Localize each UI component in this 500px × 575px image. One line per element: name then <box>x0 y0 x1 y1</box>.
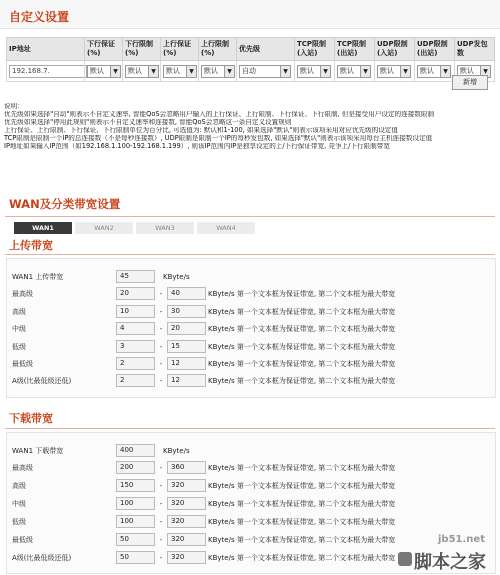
col-priority: 优先级 <box>237 38 295 61</box>
upload-total-input[interactable]: 45 <box>116 270 155 283</box>
tab-wan2[interactable]: WAN2 <box>75 222 133 234</box>
col-tcp-in: TCP限制(入站) <box>295 38 335 61</box>
row-desc: KByte/s 第一个文本框为保证带宽, 第二个文本框为最大带宽 <box>208 289 396 298</box>
priority-label: 中级 <box>12 324 26 333</box>
max-input[interactable]: 12 <box>167 357 206 370</box>
upload-row: 最低级 2 - 12 KByte/s 第一个文本框为保证带宽, 第二个文本框为最大带宽 <box>12 357 395 370</box>
max-input[interactable]: 40 <box>167 287 206 300</box>
download-total-row <box>12 444 190 457</box>
row-desc: KByte/s 第一个文本框为保证带宽, 第二个文本框为最大带宽 <box>208 535 396 544</box>
col-udp-out: UDP限制(出站) <box>415 38 455 61</box>
download-row: 高级 150 - 320 KByte/s 第一个文本框为保证带宽, 第二个文本框为最大带宽 <box>12 479 395 492</box>
priority-label: 中级 <box>12 499 26 508</box>
guarantee-input[interactable]: 100 <box>116 497 155 510</box>
chevron-down-icon[interactable]: ▼ <box>320 66 330 77</box>
max-input[interactable]: 320 <box>167 479 206 492</box>
download-row: 最低级 50 - 320 KByte/s 第一个文本框为保证带宽, 第二个文本框为最大带宽 <box>12 533 395 546</box>
guarantee-input[interactable]: 20 <box>116 287 155 300</box>
guarantee-input[interactable]: 200 <box>116 461 155 474</box>
down-guarantee-select[interactable]: 默认 ▼ <box>87 65 121 78</box>
up-limit-select[interactable]: 默认 ▼ <box>201 65 235 78</box>
page-title: 自定义设置 <box>9 10 70 24</box>
upload-row: A级(比最低级还低) 2 - 12 KByte/s 第一个文本框为保证带宽, 第二个文本框为最大带宽 <box>12 374 395 387</box>
upload-total-row <box>12 270 190 283</box>
down-limit-select[interactable]: 默认 ▼ <box>125 65 159 78</box>
max-input[interactable]: 320 <box>167 515 206 528</box>
upload-title: 上传带宽 <box>9 239 53 252</box>
tab-wan4[interactable]: WAN4 <box>197 222 255 234</box>
guarantee-input[interactable]: 4 <box>116 322 155 335</box>
row-desc: KByte/s 第一个文本框为保证带宽, 第二个文本框为最大带宽 <box>208 463 396 472</box>
row-desc: KByte/s 第一个文本框为保证带宽, 第二个文本框为最大带宽 <box>208 376 396 385</box>
tcp-in-select[interactable]: 默认 ▼ <box>297 65 331 78</box>
chevron-down-icon[interactable]: ▼ <box>400 66 410 77</box>
upload-row: 低级 3 - 15 KByte/s 第一个文本框为保证带宽, 第二个文本框为最大带宽 <box>12 340 395 353</box>
download-row: 低级 100 - 320 KByte/s 第一个文本框为保证带宽, 第二个文本框为最大带宽 <box>12 515 395 528</box>
chevron-down-icon[interactable]: ▼ <box>224 66 234 77</box>
unit-label: KByte/s <box>163 446 190 455</box>
priority-label: 高级 <box>12 307 26 316</box>
upload-total-label: WAN1 上传带宽 <box>12 272 64 281</box>
guarantee-input[interactable]: 2 <box>116 357 155 370</box>
max-input[interactable]: 15 <box>167 340 206 353</box>
guarantee-input[interactable]: 50 <box>116 551 155 564</box>
priority-label: 最低级 <box>12 535 33 544</box>
col-tcp-out: TCP限制(出站) <box>335 38 375 61</box>
chevron-down-icon[interactable]: ▼ <box>440 66 450 77</box>
download-title: 下载带宽 <box>9 412 53 425</box>
wan-section-title: WAN及分类带宽设置 <box>9 197 121 211</box>
row-desc: KByte/s 第一个文本框为保证带宽, 第二个文本框为最大带宽 <box>208 342 396 351</box>
priority-label: 最高级 <box>12 463 33 472</box>
add-rule-button[interactable]: 新增 <box>452 75 488 90</box>
max-input[interactable]: 360 <box>167 461 206 474</box>
max-input[interactable]: 20 <box>167 322 206 335</box>
download-total-label: WAN1 下载带宽 <box>12 446 64 455</box>
tab-wan3[interactable]: WAN3 <box>136 222 194 234</box>
logo-icon <box>398 552 412 566</box>
max-input[interactable]: 320 <box>167 551 206 564</box>
priority-label: 低级 <box>12 517 26 526</box>
notes-heading: 说明： <box>4 103 24 110</box>
guarantee-input[interactable]: 10 <box>116 305 155 318</box>
row-desc: KByte/s 第一个文本框为保证带宽, 第二个文本框为最大带宽 <box>208 359 396 368</box>
chevron-down-icon[interactable]: ▼ <box>360 66 370 77</box>
guarantee-input[interactable]: 100 <box>116 515 155 528</box>
upload-row: 高级 10 - 30 KByte/s 第一个文本框为保证带宽, 第二个文本框为最大带宽 <box>12 305 395 318</box>
priority-label: 最低级 <box>12 359 33 368</box>
row-desc: KByte/s 第一个文本框为保证带宽, 第二个文本框为最大带宽 <box>208 324 396 333</box>
watermark-site: jb51.net <box>438 534 485 545</box>
priority-label: 最高级 <box>12 289 33 298</box>
udp-out-select[interactable]: 默认 ▼ <box>417 65 451 78</box>
table-row <box>7 61 495 82</box>
row-desc: KByte/s 第一个文本框为保证带宽, 第二个文本框为最大带宽 <box>208 553 396 562</box>
download-row: A级(比最低级还低) 50 - 320 KByte/s 第一个文本框为保证带宽, 第二个文本框为最大带宽 <box>12 551 395 564</box>
chevron-down-icon[interactable]: ▼ <box>186 66 196 77</box>
upload-row: 中级 4 - 20 KByte/s 第一个文本框为保证带宽, 第二个文本框为最大带宽 <box>12 322 395 335</box>
udp-in-select[interactable]: 默认 ▼ <box>377 65 411 78</box>
note-line: 上行保证、上行限制、下行保证、下行限制单位为百分比, 可选值为: 默认和1-100, 如果选择"默认"则表示该项采用对应优先级的设定值 <box>4 126 398 134</box>
wan-tabs <box>14 222 258 234</box>
col-udp-in: UDP限制(入站) <box>375 38 415 61</box>
note-line: IP地址如果输入IP范围（如192.168.1.100-192.168.1.199）, 则该IP范围内IP是独享设定的上/下行保证带宽, 竞争上/下行限制带宽 <box>4 142 390 150</box>
qos-rules-table <box>6 37 495 82</box>
note-line: 优先级如果选择"停用此规则"则表示不自定义速率和连接数, 智能QoS会忽略这一条自定义设置规则 <box>4 118 292 126</box>
download-row: 最高级 200 - 360 KByte/s 第一个文本框为保证带宽, 第二个文本框为最大带宽 <box>12 461 395 474</box>
notes-block <box>4 103 496 150</box>
chevron-down-icon[interactable]: ▼ <box>148 66 158 77</box>
guarantee-input[interactable]: 3 <box>116 340 155 353</box>
priority-label: A级(比最低级还低) <box>12 553 72 562</box>
tab-wan1[interactable]: WAN1 <box>14 222 72 234</box>
divider <box>5 216 495 217</box>
up-guarantee-select[interactable]: 默认 ▼ <box>163 65 197 78</box>
priority-label: A级(比最低级还低) <box>12 376 72 385</box>
guarantee-input[interactable]: 2 <box>116 374 155 387</box>
priority-label: 低级 <box>12 342 26 351</box>
col-down-limit: 下行限制(%) <box>123 38 161 61</box>
row-desc: KByte/s 第一个文本框为保证带宽, 第二个文本框为最大带宽 <box>208 307 396 316</box>
divider <box>5 428 495 429</box>
max-input[interactable]: 320 <box>167 533 206 546</box>
download-total-input[interactable]: 400 <box>116 444 155 457</box>
row-desc: KByte/s 第一个文本框为保证带宽, 第二个文本框为最大带宽 <box>208 499 396 508</box>
max-input[interactable]: 12 <box>167 374 206 387</box>
chevron-down-icon[interactable]: ▼ <box>480 66 490 77</box>
table-header <box>7 38 495 61</box>
max-input[interactable]: 320 <box>167 497 206 510</box>
upload-row: 最高级 20 - 40 KByte/s 第一个文本框为保证带宽, 第二个文本框为最大带宽 <box>12 287 395 300</box>
guarantee-input[interactable]: 50 <box>116 533 155 546</box>
max-input[interactable]: 30 <box>167 305 206 318</box>
ip-address-input[interactable]: 192.168.7. <box>9 65 87 78</box>
chevron-down-icon[interactable]: ▼ <box>280 66 290 77</box>
udp-packets-select[interactable]: 默认 ▼ <box>457 65 491 78</box>
divider <box>5 254 495 255</box>
col-up-limit: 上行限制(%) <box>199 38 237 61</box>
chevron-down-icon[interactable]: ▼ <box>110 66 120 77</box>
row-desc: KByte/s 第一个文本框为保证带宽, 第二个文本框为最大带宽 <box>208 517 396 526</box>
title-bar <box>0 0 500 29</box>
col-udp-packets: UDP发包数 <box>455 38 495 61</box>
row-desc: KByte/s 第一个文本框为保证带宽, 第二个文本框为最大带宽 <box>208 481 396 490</box>
tcp-out-select[interactable]: 默认 ▼ <box>337 65 371 78</box>
note-line: TCP限制是限制一个IP的总连接数（不是每秒连接数）, UDP限制是限制一个IP的每秒发包数, 如果选择"默认"则表示该项采用每台主机连接数设定值 <box>4 134 433 142</box>
download-row: 中级 100 - 320 KByte/s 第一个文本框为保证带宽, 第二个文本框为最大带宽 <box>12 497 395 510</box>
col-down-guarantee: 下行保证(%) <box>85 38 123 61</box>
note-line: 优先级如果选择"自动"则表示不自定义速率, 智能QoS会忽略用户输入的上行保证、上行限制、下行保证、下行限制, 但是接受用户设定的连接数限制 <box>4 110 435 118</box>
unit-label: KByte/s <box>163 272 190 281</box>
col-up-guarantee: 上行保证(%) <box>161 38 199 61</box>
col-ip: IP地址 <box>7 38 85 61</box>
guarantee-input[interactable]: 150 <box>116 479 155 492</box>
watermark-brand: 脚本之家 <box>414 552 486 573</box>
priority-select[interactable]: 自动 ▼ <box>239 65 291 78</box>
priority-label: 高级 <box>12 481 26 490</box>
